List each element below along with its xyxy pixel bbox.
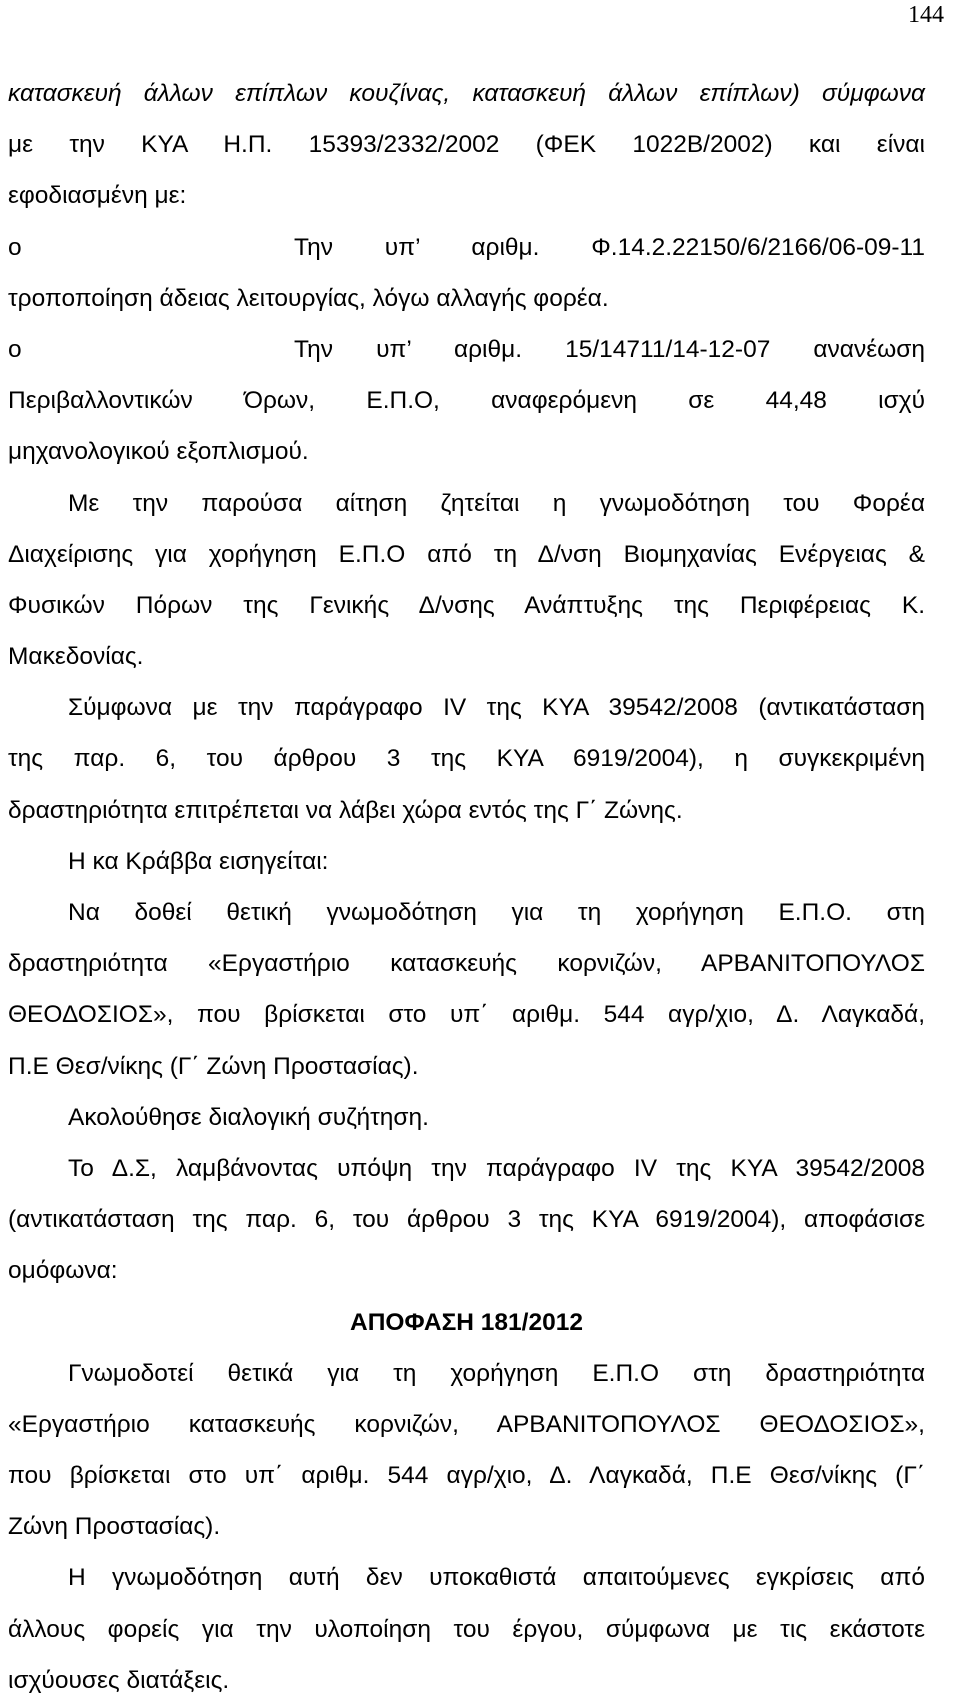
text-line: Το Δ.Σ, λαμβάνοντας υπόψη την παράγραφο IV της ΚΥΑ 39542/2008	[68, 1154, 925, 1182]
text-line: Η κα Κράββα εισηγείται:	[68, 847, 329, 875]
text-line: Περιβαλλοντικών Όρων, Ε.Π.Ο, αναφερόμενη σε 44,48 ισχύ	[8, 387, 925, 415]
text-line: Μακεδονίας.	[8, 643, 144, 671]
bullet-item	[8, 324, 925, 375]
text-line: Ζώνη Προστασίας).	[8, 1513, 221, 1541]
text-line: Π.Ε Θεσ/νίκης (Γ΄ Ζώνη Προστασίας).	[8, 1052, 419, 1080]
bullet-text: Την υπ’ αριθμ. Φ.14.2.22150/6/2166/06-09-11	[294, 233, 925, 261]
text-line: Η γνωμοδότηση αυτή δεν υποκαθιστά απαιτούμενες εγκρίσεις από	[68, 1564, 925, 1592]
text-line: Σύμφωνα με την παράγραφο IV της ΚΥΑ 39542/2008 (αντικατάσταση	[68, 694, 925, 722]
text-line: Φυσικών Πόρων της Γενικής Δ/νσης Ανάπτυξης της Περιφέρειας Κ.	[8, 591, 925, 619]
bullet-marker: o	[8, 233, 22, 261]
text-line: τροποποίηση άδειας λειτουργίας, λόγω αλλαγής φορέα.	[8, 284, 609, 312]
decision-heading: ΑΠΟΦΑΣΗ 181/2012	[350, 1308, 583, 1336]
document-body	[8, 68, 925, 1706]
text-line: Να δοθεί θετική γνωμοδότηση για τη χορήγηση Ε.Π.Ο. στη	[68, 899, 925, 926]
text-line: δραστηριότητα επιτρέπεται να λάβει χώρα εντός της Γ΄ Ζώνης.	[8, 796, 683, 824]
text-line: ΘΕΟΔΟΣΙΟΣ», που βρίσκεται στο υπ΄ αριθμ. 544 αγρ/χιο, Δ. Λαγκαδά,	[8, 1001, 925, 1029]
text-line: Διαχείρισης για χορήγηση Ε.Π.Ο από τη Δ/νση Βιομηχανίας Ενέργειας &	[8, 540, 925, 568]
text-line: Γνωμοδοτεί θετικά για τη χορήγηση Ε.Π.Ο στη δραστηριότητα	[68, 1359, 925, 1387]
page-number: 144	[908, 2, 944, 28]
bullet-item	[8, 222, 925, 273]
text-line: εφοδιασμένη με:	[8, 182, 187, 210]
text-line: ισχύουσες διατάξεις.	[8, 1666, 230, 1694]
bullet-text: Την υπ’ αριθμ. 15/14711/14-12-07 ανανέωση	[294, 335, 925, 363]
text-line: (αντικατάσταση της παρ. 6, του άρθρου 3 της ΚΥΑ 6919/2004), αποφάσισε	[8, 1206, 925, 1234]
text-line: μηχανολογικού εξοπλισμού.	[8, 438, 309, 466]
text-line: δραστηριότητα «Εργαστήριο κατασκευής κορνιζών, ΑΡΒΑΝΙΤΟΠΟΥΛΟΣ	[8, 950, 925, 978]
text-line: Ακολούθησε διαλογική συζήτηση.	[68, 1103, 429, 1131]
text-line: Με την παρούσα αίτηση ζητείται η γνωμοδότηση του Φορέα	[68, 489, 925, 517]
text-line: κατασκευή άλλων επίπλων κουζίνας, κατασκευή άλλων επίπλων) σύμφωνα	[8, 80, 925, 107]
text-line: με την ΚΥΑ Η.Π. 15393/2332/2002 (ΦΕΚ 1022Β/2002) και είναι	[8, 131, 925, 159]
text-line: «Εργαστήριο κατασκευής κορνιζών, ΑΡΒΑΝΙΤΟΠΟΥΛΟΣ ΘΕΟΔΟΣΙΟΣ»,	[8, 1410, 925, 1438]
bullet-marker: o	[8, 335, 22, 363]
text-line: άλλους φορείς για την υλοποίηση του έργου, σύμφωνα με τις εκάστοτε	[8, 1615, 925, 1643]
text-line: που βρίσκεται στο υπ΄ αριθμ. 544 αγρ/χιο, Δ. Λαγκαδά, Π.Ε Θεσ/νίκης (Γ΄	[8, 1462, 925, 1490]
text-line: της παρ. 6, του άρθρου 3 της ΚΥΑ 6919/2004), η συγκεκριμένη	[8, 745, 925, 773]
text-line: ομόφωνα:	[8, 1257, 118, 1285]
